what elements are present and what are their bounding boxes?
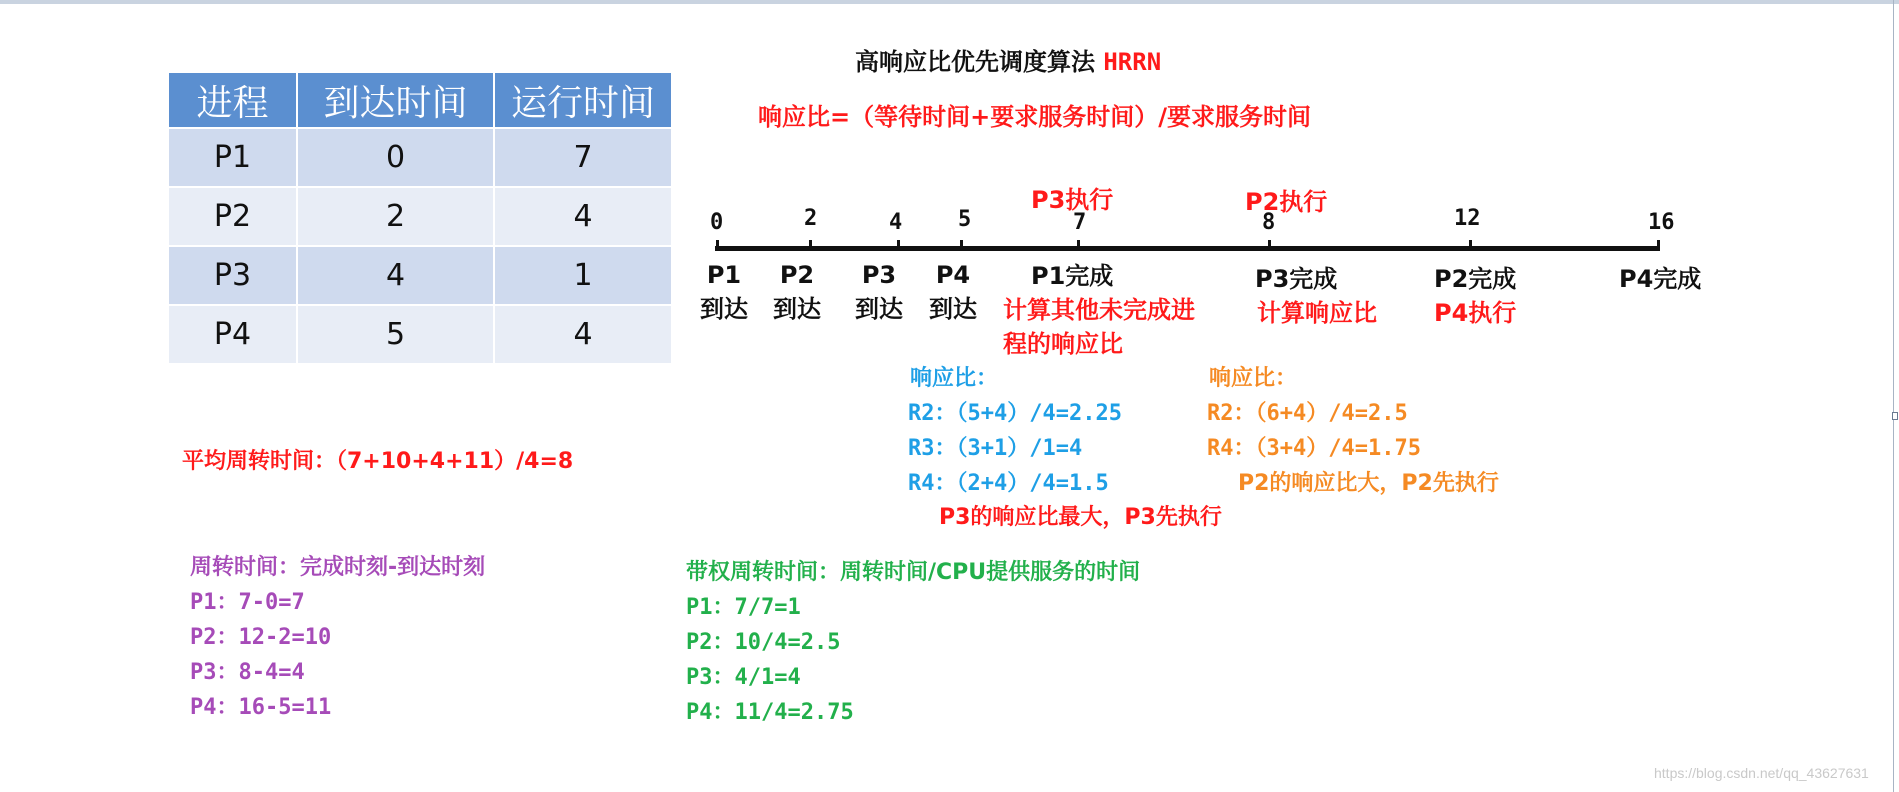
- table-row: [168, 128, 672, 187]
- timeline-tick: [809, 240, 812, 251]
- table-cell: 1: [494, 246, 672, 305]
- tick-label: 5: [958, 207, 972, 232]
- event-p2-note: P4执行: [1434, 299, 1517, 327]
- turnaround-line: P1：7-0=7: [190, 590, 305, 615]
- table-row: [168, 305, 672, 364]
- arrival-text: 到达: [929, 295, 977, 323]
- watermark: https://blog.csdn.net/qq_43627631: [1654, 765, 1869, 781]
- tick-label: 7: [1073, 210, 1087, 235]
- timeline-tick: [1469, 240, 1472, 251]
- ratios7-conclusion: P3的响应比最大，P3先执行: [939, 505, 1222, 530]
- event-p3-note: 计算响应比: [1257, 299, 1377, 327]
- event-p1-note-line1: 计算其他未完成进: [1003, 296, 1195, 324]
- weighted-line: P3：4/1=4: [686, 665, 801, 690]
- ratio-line: R2：（6+4）/4=2.5: [1207, 401, 1408, 426]
- weighted-title: 带权周转时间：周转时间/CPU提供服务的时间: [686, 560, 1141, 585]
- arrival-p3: [855, 258, 903, 326]
- table-header-arrival: 到达时间: [297, 72, 494, 128]
- table-header-runtime: 运行时间: [494, 72, 672, 128]
- turnaround-title: 周转时间：完成时刻-到达时刻: [190, 555, 486, 580]
- ratio-line: R2：（5+4）/4=2.25: [908, 401, 1122, 426]
- tick-label: 12: [1454, 206, 1481, 231]
- ratio-formula: 响应比=（等待时间+要求服务时间）/要求服务时间: [758, 103, 1311, 131]
- table-cell: P2: [168, 187, 297, 246]
- tick-label: 0: [710, 210, 724, 235]
- tick-label: 16: [1648, 210, 1675, 235]
- table-cell: 4: [494, 305, 672, 364]
- ratios8-conclusion: P2的响应比大，P2先执行: [1238, 471, 1499, 496]
- weighted-line: P1：7/7=1: [686, 595, 801, 620]
- arrival-process: P2: [779, 261, 815, 289]
- ratio-line: R3：（3+1）/1=4: [908, 436, 1083, 461]
- ratio-line: R4：（3+4）/4=1.75: [1207, 436, 1421, 461]
- event-p2-done: P2完成: [1434, 265, 1517, 293]
- table-cell: 4: [297, 246, 494, 305]
- table-cell: P3: [168, 246, 297, 305]
- ratios7-title: 响应比：: [910, 366, 999, 391]
- arrival-process: P3: [861, 261, 897, 289]
- arrival-text: 到达: [855, 295, 903, 323]
- weighted-line: P4：11/4=2.75: [686, 700, 854, 725]
- avg-turnaround: 平均周转时间：（7+10+4+11）/4=8: [182, 449, 574, 474]
- event-p3-done: P3完成: [1255, 265, 1338, 293]
- process-table: [167, 71, 673, 365]
- arrival-text: 到达: [700, 295, 748, 323]
- ratios8-title: 响应比：: [1209, 366, 1298, 391]
- table-cell: 5: [297, 305, 494, 364]
- table-cell: 7: [494, 128, 672, 187]
- turnaround-line: P4：16-5=11: [190, 695, 332, 720]
- arrival-p4: [929, 258, 977, 326]
- timeline-tick: [1657, 240, 1660, 251]
- table-cell: 0: [297, 128, 494, 187]
- resize-handle[interactable]: [1892, 412, 1898, 420]
- turnaround-line: P2：12-2=10: [190, 625, 332, 650]
- table-cell: P4: [168, 305, 297, 364]
- page-title: [855, 42, 1161, 77]
- title-tag: HRRN: [1103, 48, 1162, 76]
- timeline-tick: [960, 240, 963, 251]
- timeline-tick: [897, 240, 900, 251]
- window-top-border: [0, 0, 1899, 4]
- arrival-p1: [700, 258, 748, 326]
- label-p2-exec: P2执行: [1245, 188, 1328, 216]
- table-cell: P1: [168, 128, 297, 187]
- ratio-line: R4：（2+4）/4=1.5: [908, 471, 1109, 496]
- table-row: [168, 246, 672, 305]
- table-header-process: 进程: [168, 72, 297, 128]
- event-p1-note-line2: 程的响应比: [1003, 330, 1123, 358]
- arrival-process: P1: [706, 261, 742, 289]
- tick-label: 2: [804, 206, 818, 231]
- tick-label: 4: [889, 210, 903, 235]
- arrival-p2: [773, 258, 821, 326]
- label-p3-exec: P3执行: [1031, 186, 1114, 214]
- weighted-line: P2：10/4=2.5: [686, 630, 841, 655]
- arrival-text: 到达: [773, 295, 821, 323]
- title-text: 高响应比优先调度算法: [855, 48, 1095, 76]
- timeline-tick: [716, 240, 719, 251]
- arrival-process: P4: [935, 261, 971, 289]
- table-row: [168, 187, 672, 246]
- table-header-row: [168, 72, 672, 128]
- tick-label: 8: [1262, 210, 1276, 235]
- table-cell: 2: [297, 187, 494, 246]
- event-p4-done: P4完成: [1619, 265, 1702, 293]
- turnaround-line: P3：8-4=4: [190, 660, 305, 685]
- event-p1-done: P1完成: [1031, 262, 1114, 290]
- timeline-tick: [1077, 240, 1080, 251]
- timeline-tick: [1268, 240, 1271, 251]
- table-cell: 4: [494, 187, 672, 246]
- timeline-axis: [715, 246, 1660, 251]
- right-edge-line: [1893, 0, 1894, 792]
